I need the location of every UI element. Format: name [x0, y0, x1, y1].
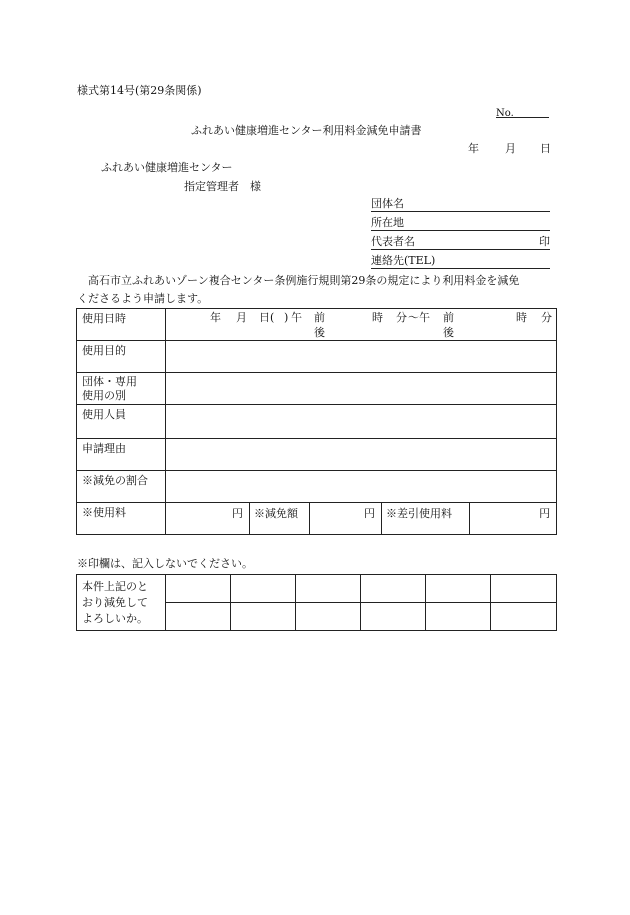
dt-noon-1: 午 — [291, 311, 302, 324]
date-month: 月 — [505, 142, 516, 155]
contact-label: 連絡先(TEL) — [371, 254, 436, 267]
approval-line-1: 本件上記のと — [82, 580, 148, 593]
addressee-manager: 指定管理者 様 — [184, 180, 261, 193]
dt-tilde-noon: ～午 — [408, 311, 430, 324]
dt-paren: ) — [284, 311, 289, 324]
stamp-cell[interactable] — [491, 575, 557, 603]
form-title: ふれあい健康増進センター利用料金減免申請書 — [191, 124, 422, 137]
purpose-field[interactable] — [166, 341, 557, 373]
stamp-cell[interactable] — [426, 575, 491, 603]
fee-label: ※使用料 — [77, 503, 166, 535]
date-day: 日 — [540, 142, 551, 155]
people-label: 使用人員 — [77, 405, 166, 439]
stamp-cell[interactable] — [296, 603, 361, 631]
type-label — [77, 373, 166, 405]
date-year: 年 — [468, 142, 479, 155]
ratio-field[interactable] — [166, 471, 557, 503]
stamp-note: ※印欄は、記入しないでください。 — [77, 557, 253, 570]
dt-am-2: 前 — [443, 311, 454, 324]
usage-table — [76, 308, 557, 535]
representative-field — [371, 236, 550, 250]
type-label-line-2: 使用の別 — [82, 389, 126, 402]
people-field[interactable] — [166, 405, 557, 439]
contact-field — [371, 255, 550, 269]
reason-label: 申請理由 — [77, 439, 166, 471]
discount-yen: 円 — [364, 507, 375, 520]
dt-pm-2: 後 — [443, 326, 454, 339]
body-line-1: 高石市立ふれあいゾーン複合センター条例施行規則第29条の規定により利用料金を減免 — [88, 274, 520, 287]
discount-label: ※減免額 — [250, 503, 310, 535]
approval-table — [76, 574, 557, 631]
dt-hour-1: 時 — [372, 311, 383, 324]
stamp-cell[interactable] — [491, 603, 557, 631]
dt-am-1: 前 — [314, 311, 325, 324]
representative-label: 代表者名 — [371, 235, 415, 248]
purpose-label: 使用目的 — [77, 341, 166, 373]
approval-label — [77, 575, 166, 631]
dt-minute-1: 分 — [396, 311, 407, 324]
stamp-cell[interactable] — [166, 575, 231, 603]
ratio-label: ※減免の割合 — [77, 471, 166, 503]
approval-line-3: よろしいか。 — [82, 612, 148, 625]
datetime-cell[interactable] — [166, 309, 557, 341]
stamp-cell[interactable] — [166, 603, 231, 631]
net-fee-field[interactable] — [470, 503, 557, 535]
dt-year: 年 — [210, 311, 221, 324]
net-fee-yen: 円 — [539, 507, 551, 520]
address-label: 所在地 — [371, 216, 404, 229]
dt-day: 日( — [259, 311, 275, 324]
dt-month: 月 — [236, 311, 247, 324]
seal-mark: 印 — [539, 235, 550, 248]
fee-yen: 円 — [232, 507, 243, 520]
stamp-cell[interactable] — [231, 603, 296, 631]
stamp-cell[interactable] — [231, 575, 296, 603]
org-name-label: 団体名 — [371, 197, 404, 210]
datetime-label: 使用日時 — [77, 309, 166, 341]
dt-hour-2: 時 — [516, 311, 527, 324]
addressee-center: ふれあい健康増進センター — [101, 161, 233, 174]
discount-field[interactable] — [310, 503, 382, 535]
reason-field[interactable] — [166, 439, 557, 471]
number-label: No. — [496, 108, 514, 119]
stamp-cell[interactable] — [426, 603, 491, 631]
fee-field[interactable] — [166, 503, 250, 535]
approval-line-2: おり減免して — [82, 596, 148, 609]
dt-pm-1: 後 — [314, 326, 325, 339]
stamp-cell[interactable] — [361, 603, 426, 631]
address-field — [371, 217, 550, 231]
stamp-cell[interactable] — [361, 575, 426, 603]
dt-minute-2: 分 — [541, 311, 552, 324]
stamp-cell[interactable] — [296, 575, 361, 603]
net-fee-label: ※差引使用料 — [382, 503, 470, 535]
org-name-field — [371, 198, 550, 212]
type-label-line-1: 団体・専用 — [82, 375, 137, 388]
form-number: 様式第14号(第29条関係) — [77, 84, 202, 97]
body-line-2: くださるよう申請します。 — [77, 292, 209, 305]
type-field[interactable] — [166, 373, 557, 405]
number-field — [496, 107, 549, 118]
